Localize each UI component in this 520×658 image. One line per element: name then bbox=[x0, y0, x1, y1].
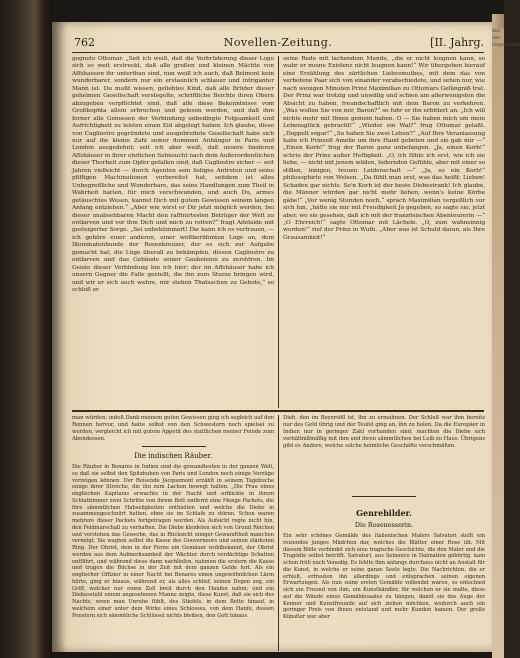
horizontal-rule bbox=[72, 410, 484, 412]
page-number: 762 bbox=[74, 36, 95, 49]
page-header bbox=[72, 36, 484, 53]
column-divider-bottom bbox=[278, 415, 279, 651]
short-rule-right bbox=[352, 496, 416, 497]
adjacent-page-strip bbox=[492, 28, 520, 658]
left-article-body: Die Räuber in Benares in Indien sind die gewandtesten in der ganzen Welt, so daß sie selbst den Spitzbuben von Paris und London noch einige Vorzüge vorzeigen können. Der Reisende Jacquemont erzählt in seinem Tagebuche einige ihrer Streiche, die ihn zum Lachen bewegt halten. „Die Frau eines englischen Kapitains erwachte in der Nacht und erblickte in ihrem Schlafzimmer zwei Schritte von ihrem Bett entfernt eine Menge Packets, die ihre sämmtlichen Habseligkeiten enthielten und welche die Diebe in zusammengeschnürt hatten, ohne sie im Schlafe zu stören. Schon waren mehrere dieser Packets fortgetragen worden. Als Aufsicht regte nicht hin, den Feldmarschall zu verhaften. Die Diebe kleideten sich von Grund Reichen und verstehen das Gewerbe, das in Rücksicht einiger Gewandtheit manchen vermögt. Sie wagten selbst die Kasse des Gouverneurs und seinen stärksten Ring. Der Obrist, dem in der Ferne ein Gemäuer wohlbekannt, der Obrist werden aus dem Aufmerksamkeit der Wächter durch verdächtige Schatten entführt, und während diese dann nachliefen, nahmen die erstern die Kasse und trugen die Büchse in der Zeit mit dem ganzen Gelde fort. Als ein englischer Offizier in einer Nacht bei Benares einen ungewöhnlichen Lärm hörte, ging er hinaus, während er, als alles schlief, seinen Degen zog, ein Griff, welcher nur einen Zoll breit durch den Haufen nahm; und ein Diebesstuhl einem angesehenen Manne zeigte, diese Kunst, daß sie sich des Nachts, wenn man Unruhe fühlt, des Stiefels, in dem Bette hinauf, in welchem einer unter dem Wirke eines Schlosses, von dem Hanfe, dessen Fenstern sich sämmtliche Schlüssel nichts bleiben, den Gott hinaus. bbox=[72, 464, 274, 619]
left-article-title: Die indischen Räuber. bbox=[133, 452, 213, 460]
top-right-column: seine Rede mit lachendem Munde, „die er nicht leugnen kann, so wahr er meine Existenz nicht leugnen kann!“ Wir übergehen hierauf eine Erzählung des zärtlichen Liebesmuthes, mit dem das von verbotene Paar sich von einander verabschiedete, und sehen nur, wie nach wenigen Minuten Prinz Maximilian zu Ottomars Gefängniß trat. Der Prinz war trotzig und unwillig und schien am allerwenigsten die Absicht zu haben, freundschaftlich mit dem Baron zu verkehren. „Was wollen Sie von mir, Baron?“ so fuhr er ihn erbittert an. „Ich will nichts mehr mit Ihnen gemein haben. O — Sie haben mich um mein Lebensglück gebracht!“ „Wieder ein Wal?“ frug Ottomar gelaßt. „Doppelt sogar!“ „So haben Sie zwei Leben?“ „Auf Ihre Veranlassung habe ich Prinzeß Amelie um ihre Hand gebeten und sie gab mir —“ „Einen Korb!“ frug der Baron ganz unbefangen. „Ja, einen Korb!“ schrie der Prinz außer Heftigkeit. „O, ich fühle ich erst, wie ich sie liebe, — nicht mit jenem wilden, lodernden Gefühle, aber mit einer so stillen, innigen, treuen Leidenschaft —“ „Ja, so ein Korb!“ philosophirte von Welsen. „Da fühlt man erst, was das heißt: Lieben! Schaden gar nichts. So'n Korb ist der beste Diebestrank! Ich glaube, die Männer würden gar nicht mehr lieben, wenn's keine Körbe gäbe!“ „Vor wenig Stunden noch,“ sprach Maximilian vergeßlich vor sich hin, „hätte sie mir mit Freudigkeit Ja gegeben, so sagte sie; jetzt aber, wo sie gesehen, daß ich mit der französischen Abenteurerin —“ „O Ehrreich!“ sagte Ottomar mit Lächeln. „O, zum wahnsinnig werden!“ rief der Prinz in Wuth. „Aber was ist Schuld daran, als Ihre Grausamkeit!“ bbox=[283, 56, 485, 241]
right-article-title: Genrebilder. bbox=[356, 508, 412, 518]
top-left-column: gegnete Ottomar. „Seit ich weiß, daß die Verbrüderung dieser Loge sich so weit erstreckt, daß alle großen und kleinen Mächte von Affshausen ihr unterthan sind, nun weiß ich auch, daß Belmont kein wunderbarer, sondern nur ein erstaunlich schlauer und intriganter Mann ist. Du mußt wissen, geliebtes Kind, daß alle Brüder dieser geheimen Gesellschaft verstegelte, schriftliche Beichte ihren Obern abzugeben verpflichtet sind, daß alle diese Bekenntnisse vom Großkophta allein erbrochen und gelesen werden, und daß ihm ferner alle Genossen der Verbindung unbedingte Folgsamkeit und Aufrichtigkeit zu leisten einen Eid abgelegt haben. Ich glaube, diese von Cagliostro gegründete und ausgebreitete Gesellschaft habe sich nur auf die kleine Zahl seiner dummen Anhänger in Paris und London ausgedehnt; seit ich aber weiß, daß unsere biederen Affshäuser in ihrer ehrlichen Sehnsucht nach dem Außerordentlichen dieser Thorheit zum Opfer gefallen sind, daß Cagliostro sicher — seit Jahren vielleicht — durch Agenten sein listiges Antreten und seine pfiffigen Machinationen vorbereitet hat, seitdem ist alles Unbegreifliche und Wunderbare, das seine Handlungen zum Theil in Wahrheit hatten, für mich verschwunden, und auch Du, armes getäuschtes Wesen, kannst Dich mit gutem Gewissen seinem langen Anfang entziehen.“ „Aber wie wirst er Dir jetzt möglich werden, bei dieser unabsehbaren Macht den raffinirtesten Betrüger der Welt zu entlarven und vor ihm Dich und mich zu retten?“ fragt Adelaide mit gesteigerter Sorge. „Sei unbekümmert! Die kann ich es vertrauen, — ich gehöre einer anderen, einer weltberühmten Loge an, dem Illuminatenbunde der Rosenkreuzer, der es sich zur Aufgabe gemacht hat, die Lüge überall zu bekämpfen, diesen Cagliostro zu entlarven und das Gebäude seiner Gaukeleien zu zerstören. Im Geiste dieser Verbindung bin ich hier; der im Affshäuser habe ich unsern Gegner die Falle gestellt, die ihn zum Sturze bringen wird, und wir er sich auch wehre, mir stehen Thatsachen zu Gebote,“ so schloß er bbox=[72, 56, 275, 294]
short-rule-left bbox=[142, 446, 206, 447]
column-divider-top bbox=[278, 56, 279, 408]
right-continuation-text: Dieb, den im Beyersöll ist, ihn zu ermahnen. Der Schluß war ihm bereits nur des Geld übrig und der Teufel ging an, ihn zu holen. Da die Europäer in Indien nur in geringer Zahl vorhanden sind, machten die Diebe sich verhältnißmäßig mit ihm und ihren sämmtlichen bei Leib zu Haus. Übrigens gibt es Andere, welche solche heimliche Geschäfte verschmähen. bbox=[283, 415, 485, 449]
adjacent-page-text: mit der Gegenwart bbox=[492, 28, 520, 48]
gutter-shadow bbox=[52, 22, 68, 652]
newspaper-title: Novellen-Zeitung. bbox=[223, 36, 333, 49]
right-article-body: Ein sehr schönes Gemälde des italienischen Malers Salvatori stellt ein reizendes junges Mädchen dar, welches die Blätter einer Rose ißt. Mit diesem Bilde verbindet sich eine tragische Geschichte, die den Maler und die Tragödie selbst betrifft. Salvatori, aus Sebenico in Dalmatien gebürtig, kam schon früh nach Venedig. Es fehlte ihm anfangs durchaus nicht an Anstalt für die Kunst, in welche er seine ganze Seele legte. Die Nachrichten, die er erhielt, erfreuten ihn allerdings und entsprachen seinen eigenen Erwartungen. Als nun seine ersten Gemälde vollendet waren, so entschied sich ein Freund von ihm, ein Kunsthändler, für welchen er sie malte, diese auf die Wände eines Gemäldesaales zu hängen, damit sie das Auge der Kenner und Kunstfreunde auf sich ziehen möchten, wodurch auch ein geringer Preis von ihnen entstand und mehr Kunden kamen. Der große Künstler war aber bbox=[283, 533, 485, 620]
right-article-subtitle: Die Rosenesserin. bbox=[354, 521, 414, 529]
volume-label: [II. Jahrg. bbox=[430, 36, 484, 49]
newspaper-page bbox=[52, 22, 492, 652]
left-continuation-text: man würden; indeß Dank meinem guten Gewissen ging ich sogleich auf den Rennen hervor, und hatte selbst von den Schwestern noch spielsel zu werden, vergleicht ich mit gutem Appetit des stattlichen meiner Feinde zum Abendessen. bbox=[72, 415, 274, 442]
